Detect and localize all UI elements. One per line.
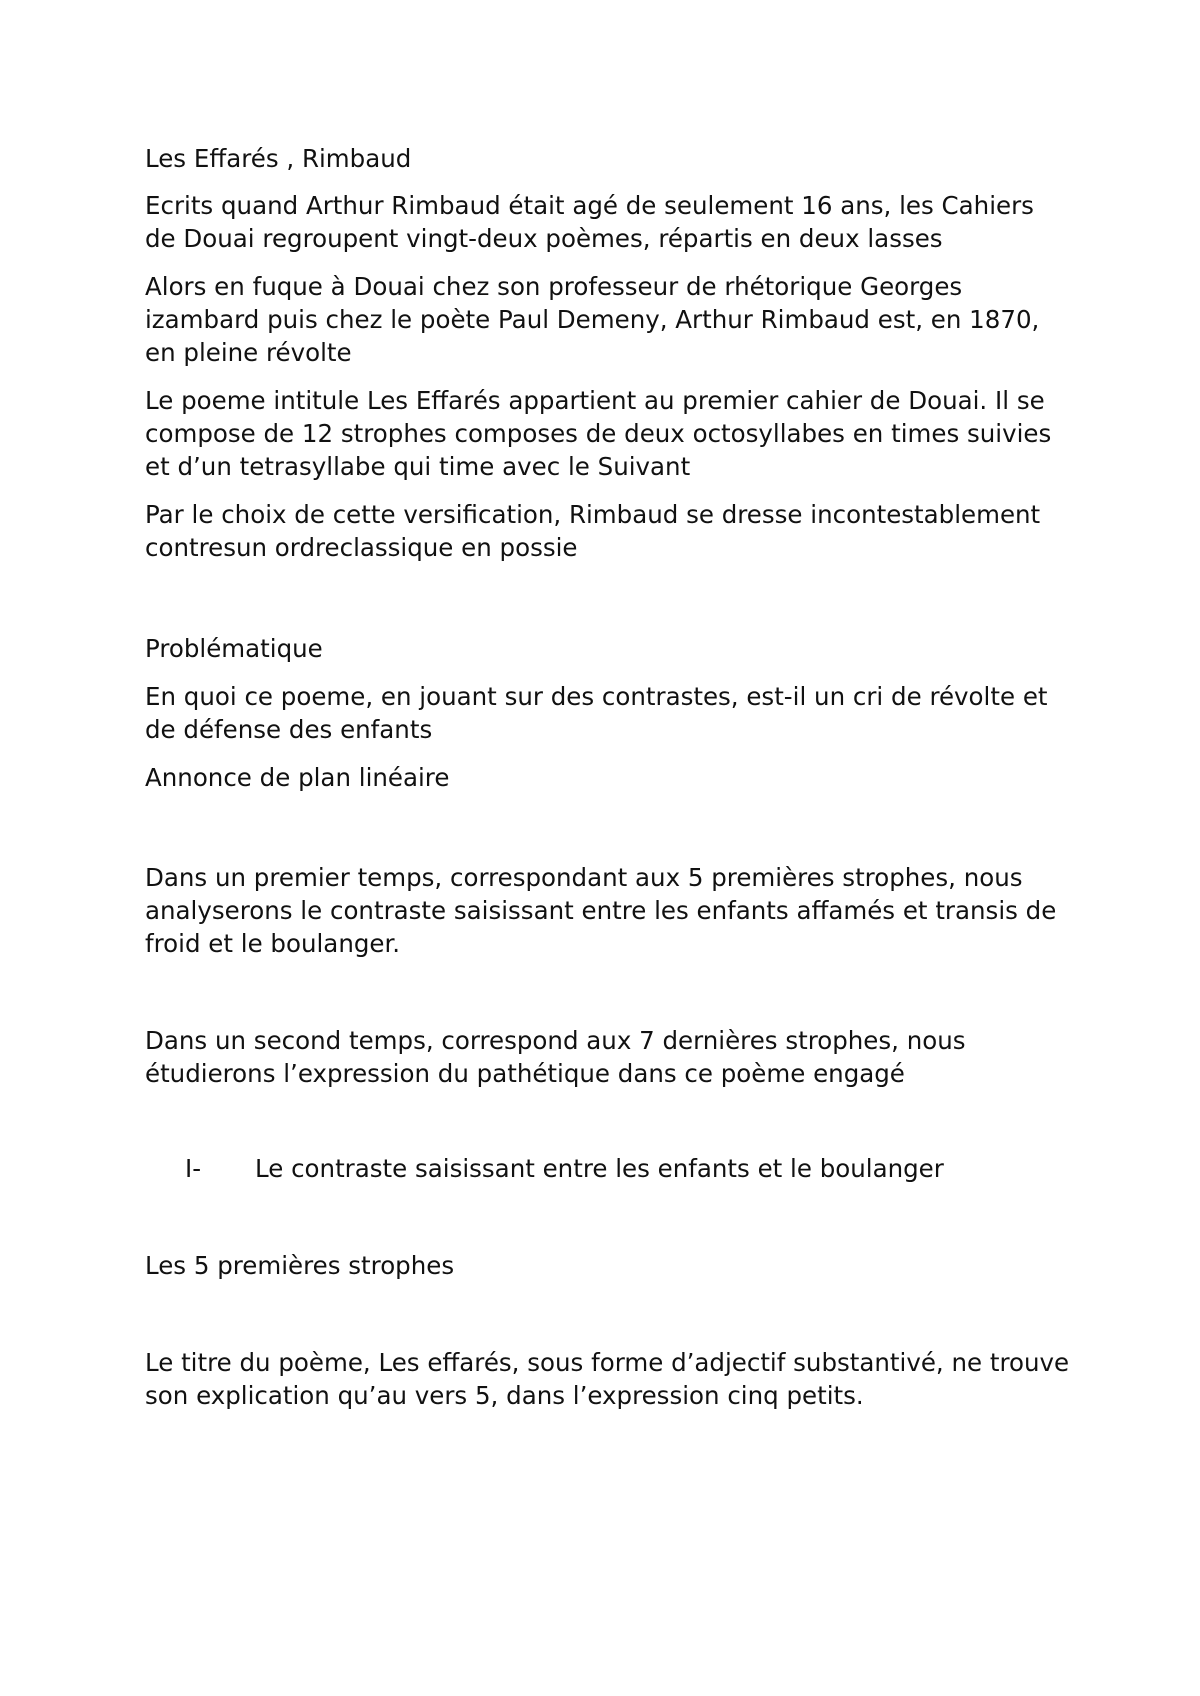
plan-label: Annonce de plan linéaire (145, 763, 450, 792)
problematique-text: En quoi ce poeme, en jouant sur des contrastes, est-il un cri de révolte et de défense des enfants (145, 682, 1048, 744)
section-title: Le contraste saisissant entre les enfants et le boulanger (255, 1154, 944, 1183)
intro-paragraph-1: Ecrits quand Arthur Rimbaud était agé de seulement 16 ans, les Cahiers de Douai regroupent vingt-deux poèmes, répartis en deux lasses (145, 191, 1034, 253)
plan-second-part: Dans un second temps, correspond aux 7 dernières strophes, nous étudierons l’expression du pathétique dans ce poème engagé (145, 1026, 966, 1088)
intro-paragraph-2: Alors en fuque à Douai chez son professeur de rhétorique Georges izambard puis chez le poète Paul Demeny, Arthur Rimbaud est, en 1870, en pleine révolte (145, 272, 1040, 367)
intro-paragraph-3: Le poeme intitule Les Effarés appartient au premier cahier de Douai. Il se compose de 12 strophes composes de deux octosyllabes en times suivies et d’un tetrasyllabe qui time avec le Suivant (145, 386, 1052, 481)
problematique-label: Problématique (145, 634, 323, 663)
intro-paragraph-4: Par le choix de cette versification, Rimbaud se dresse incontestablement contresun ordreclassique en possie (145, 500, 1041, 562)
section-numeral: I- (185, 1154, 202, 1183)
plan-first-part: Dans un premier temps, correspondant aux 5 premières strophes, nous analyserons le contraste saisissant entre les enfants affamés et transis de froid et le boulanger. (145, 863, 1057, 958)
section-paragraph: Le titre du poème, Les effarés, sous forme d’adjectif substantivé, ne trouve son explication qu’au vers 5, dans l’expression cinq petits. (145, 1348, 1070, 1410)
document-title: Les Effarés , Rimbaud (145, 144, 412, 173)
section-subtitle: Les 5 premières strophes (145, 1251, 455, 1280)
